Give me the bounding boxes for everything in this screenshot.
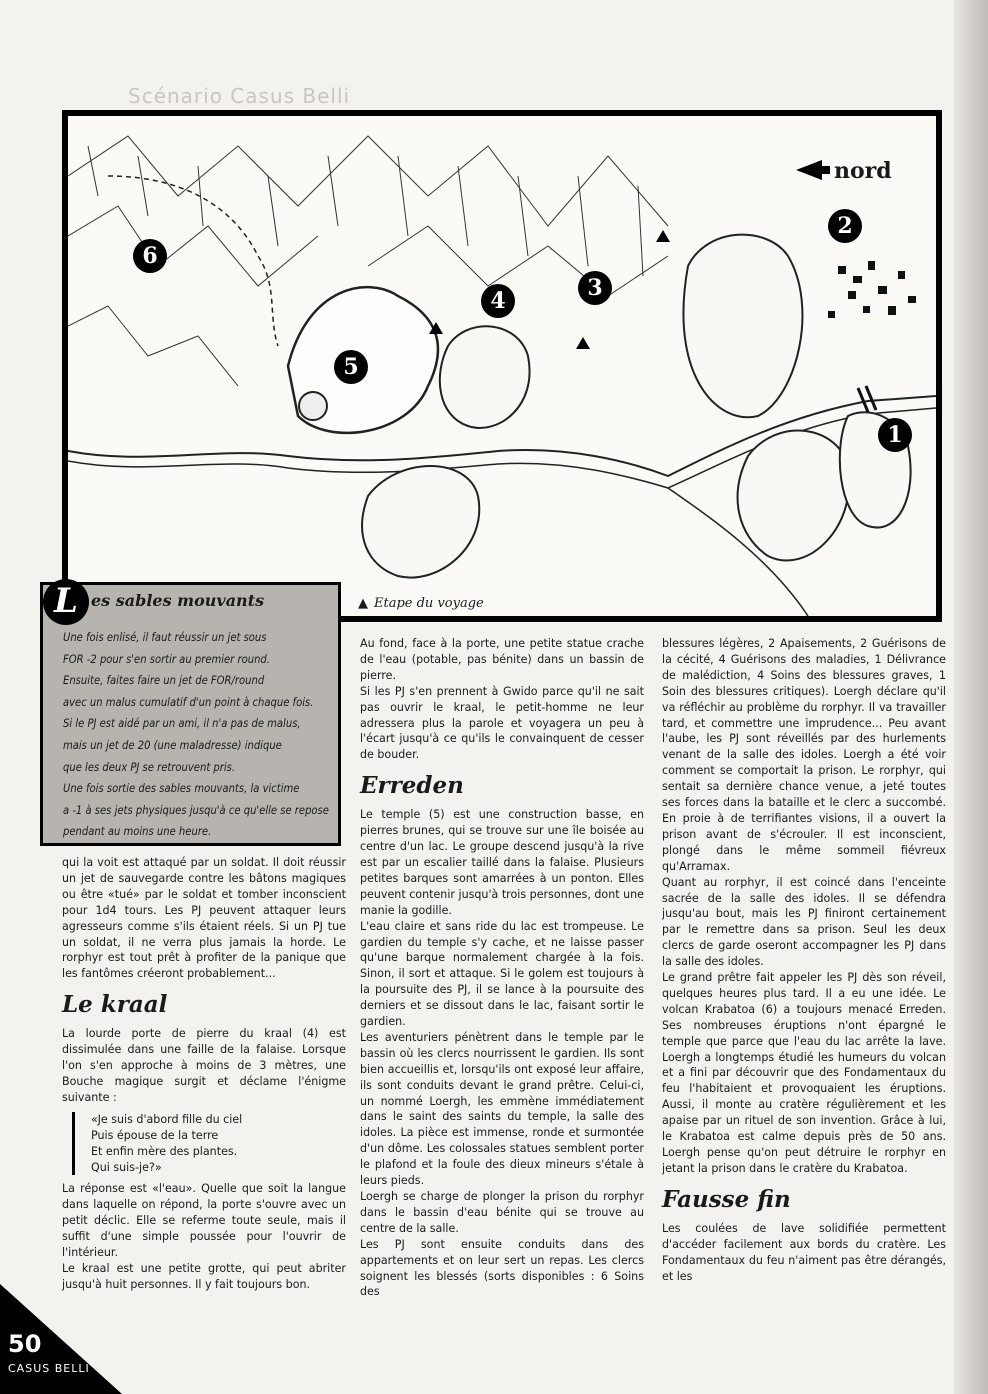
map-drawing [68, 116, 936, 616]
sidebar-box [40, 582, 341, 846]
column-3 [662, 636, 946, 1284]
paragraph: L'eau claire et sans ride du lac est trompeuse. Le gardien du temple s'y cache, et ne laisse passer qu'une barque normalement chargée à la fois. Sinon, il sort et attaque. Si le golem est toujours à la poursuite des PJ, il se lance à la poursuite des derniers et se dissout dans le lac, faisant sortir le gardien. [360, 919, 644, 1029]
paragraph: Au fond, face à la porte, une petite statue crache de l'eau (potable, pas bénite) dans un bassin de pierre. [360, 637, 644, 682]
sidebar-line: Une fois sortie des sables mouvants, la victime [63, 782, 300, 796]
paragraph: Le temple (5) est une construction basse, en pierres brunes, qui se trouve sur une île boisée au centre d'un lac. Le groupe descend jusqu'à la rive est par un escalier taillé dans la falaise. Plusieurs petites barques sont amarrées à un ponton. Elles peuvent contenir jusqu'à trois personnes, dont une manie la godille. [360, 808, 645, 917]
marker-6: 6 [142, 243, 158, 269]
sidebar-line: a -1 à ses jets physiques jusqu'à ce qu'elle se repose [63, 803, 329, 817]
paragraph: Loergh se charge de plonger la prison du rorphyr dans le bassin d'eau bénite qui se trouve au centre de la salle. [360, 1190, 644, 1235]
paragraph: Les coulées de lave solidifiée permettent d'accéder facilement aux bords du cratère. Les Fondamentaux du feu n'aiment pas être dérangés, et les [662, 1221, 946, 1283]
paragraph: Les aventuriers pénètrent dans le temple par le bassin où les clercs nourrissent le gardien. Ils sont bien accueillis et, lorsqu'ils ont exposé leur affaire, ils sont conduits devant le grand prêtre. Celui-ci, un nommé Loergh, les emmène immédiatement dans le saint des saints du temple, la salle des idoles. La pièce est immense, ronde et surmontée d'un dôme. Les colossales statues semblent porter le plafond et la foule des dieux mineurs s'étale à leurs pieds. [360, 1030, 644, 1188]
poem-line: «Je suis d'abord fille du ciel [91, 1112, 243, 1126]
paragraph: Les PJ sont ensuite conduits dans des appartements et on leur sert un repas. Les clercs soignent les blessés (sorts disponibles : 6 Soins des [360, 1237, 644, 1299]
column-2 [360, 636, 644, 1300]
sidebar-line: que les deux PJ se retrouvent pris. [63, 760, 236, 774]
paragraph: Le grand prêtre fait appeler les PJ dès son réveil, quelques heures plus tard. Il a eu une idée. Le volcan Krabatoa (6) a toujours menacé Erreden. Ses nombreuses éruptions n'ont épargné le temple que parce que l'eau du lac arrête la lave. Loergh a longtemps étudié les humeurs du volcan et a fini par découvrir que des Fondamentaux du feu l'habitaient et provoquaient les éruptions. Aussi, il monte au cratère régulièrement et les apaise par un rituel de son invention. Grâce à lui, le Krabatoa est calme depuis près de 50 ans. Loergh pense qu'on peut détruire le rorphyr en jetant la prison dans le cratère du Krabatoa. [662, 971, 946, 1175]
sidebar-line: pendant au moins une heure. [63, 825, 212, 839]
sidebar-line: Ensuite, faites faire un jet de FOR/round [63, 674, 265, 688]
sidebar-line: mais un jet de 20 (une maladresse) indique [63, 738, 282, 752]
heading-kraal: Le kraal [62, 991, 168, 1019]
north-label: nord [834, 158, 892, 184]
poem-line: Puis épouse de la terre [91, 1128, 219, 1142]
sidebar-line: Une fois enlisé, il faut réussir un jet sous [63, 631, 267, 644]
heading-fausse-fin: Fausse fin [662, 1185, 791, 1213]
marker-1: 1 [887, 422, 903, 448]
sidebar-title: es sables mouvants [91, 591, 265, 610]
paragraph: La lourde porte de pierre du kraal (4) est dissimulée dans une faille de la falaise. Lorsque l'on s'en approche à moins de 3 mètres, une Bouche magique surgit et déclame l'énigme suivante : [62, 1027, 346, 1104]
paragraph: qui la voit est attaqué par un soldat. Il doit réussir un jet de sauvegarde contre les bâtons magiques ou être «tué» par le soldat et tomber inconscient pour 1d4 tours. Les PJ peuvent attaquer leurs agresseurs comme s'ils étaient réels. Si un PJ tue un soldat, il ne verra plus jamais la horde. Le rorphyr est tout prêt à profiter de la panique que les fantômes créeront probablement... [62, 856, 346, 981]
page-edge [954, 0, 988, 1394]
legend-text: Etape du voyage [374, 596, 484, 611]
marker-4: 4 [490, 288, 506, 314]
marker-3: 3 [587, 275, 603, 301]
column-1 [62, 855, 346, 1293]
poem-line: Qui suis-je?» [91, 1160, 162, 1174]
header-ghost: Scénario Casus Belli [128, 84, 351, 108]
triangle-icon: ▲ [358, 596, 368, 611]
map-figure [62, 110, 942, 622]
marker-2: 2 [837, 213, 853, 239]
page-number: 50 [8, 1330, 42, 1358]
paragraph: blessures légères, 2 Apaisements, 2 Guérisons de la cécité, 4 Guérisons des maladies, 1 Délivrance de malédiction, 4 Soins des blessures graves, 1 Soin des blessures critiques). Loergh déclare qu'il va réfléchir au problème du rorphyr. Il va travailler tard, et commettre une imprudence... Peu avant l'aube, les PJ sont réveillés par des hurlements venant de la salle des idoles. Loergh a été voir comment se comportait la prison. Le rorphyr, qui sentait sa dernière chance venue, a jeté toutes ses forces dans la bataille et le clerc a succombé. En proie à de terrifiantes visions, il a ouvert la prison avant de s'écrouler. Il est inconscient, plongé dans le même sommeil fiévreux qu'Arramax. [662, 637, 946, 873]
map-legend [352, 596, 490, 611]
riddle-poem [72, 1112, 346, 1176]
paragraph: Le kraal est une petite grotte, qui peut abriter jusqu'à huit personnes. Il y fait toujours bon. [62, 1261, 346, 1291]
paragraph: Quant au rorphyr, il est coincé dans l'enceinte sacrée de la salle des idoles. Il se défendra jusqu'au bout, mais les PJ finiront certainement par le remettre dans sa prison. Seul les deux clercs de garde oseront accompagner les PJ dans la salle des idoles. [662, 875, 946, 969]
poem-line: Et enfin mère des plantes. [91, 1144, 238, 1158]
sidebar-line: Si le PJ est aidé par un ami, il n'a pas de malus, [63, 717, 301, 731]
paragraph: La réponse est «l'eau». Quelle que soit la langue dans laquelle on répond, la porte s'ouvre avec un petit déclic. Elle se referme toute seule, mais il suffit d'une simple poussée pour l'ouvrir de l'intérieur. [62, 1182, 346, 1260]
sidebar-line: FOR -2 pour s'en sortir au premier round. [63, 652, 270, 666]
heading-erreden: Erreden [360, 772, 464, 800]
sidebar-line: avec un malus cumulatif d'un point à chaque fois. [63, 695, 314, 709]
sidebar-text [63, 627, 335, 843]
drop-cap: L [43, 579, 89, 625]
magazine-name: CASUS BELLI [8, 1362, 90, 1375]
paragraph: Si les PJ s'en prennent à Gwido parce qu'il ne sait pas ouvrir le kraal, le petit-homme ne leur adressera plus la parole et voyagera un peu à l'écart jusqu'à ce qu'ils le convainquent de cesser de bouder. [360, 684, 644, 762]
marker-5: 5 [343, 354, 359, 380]
